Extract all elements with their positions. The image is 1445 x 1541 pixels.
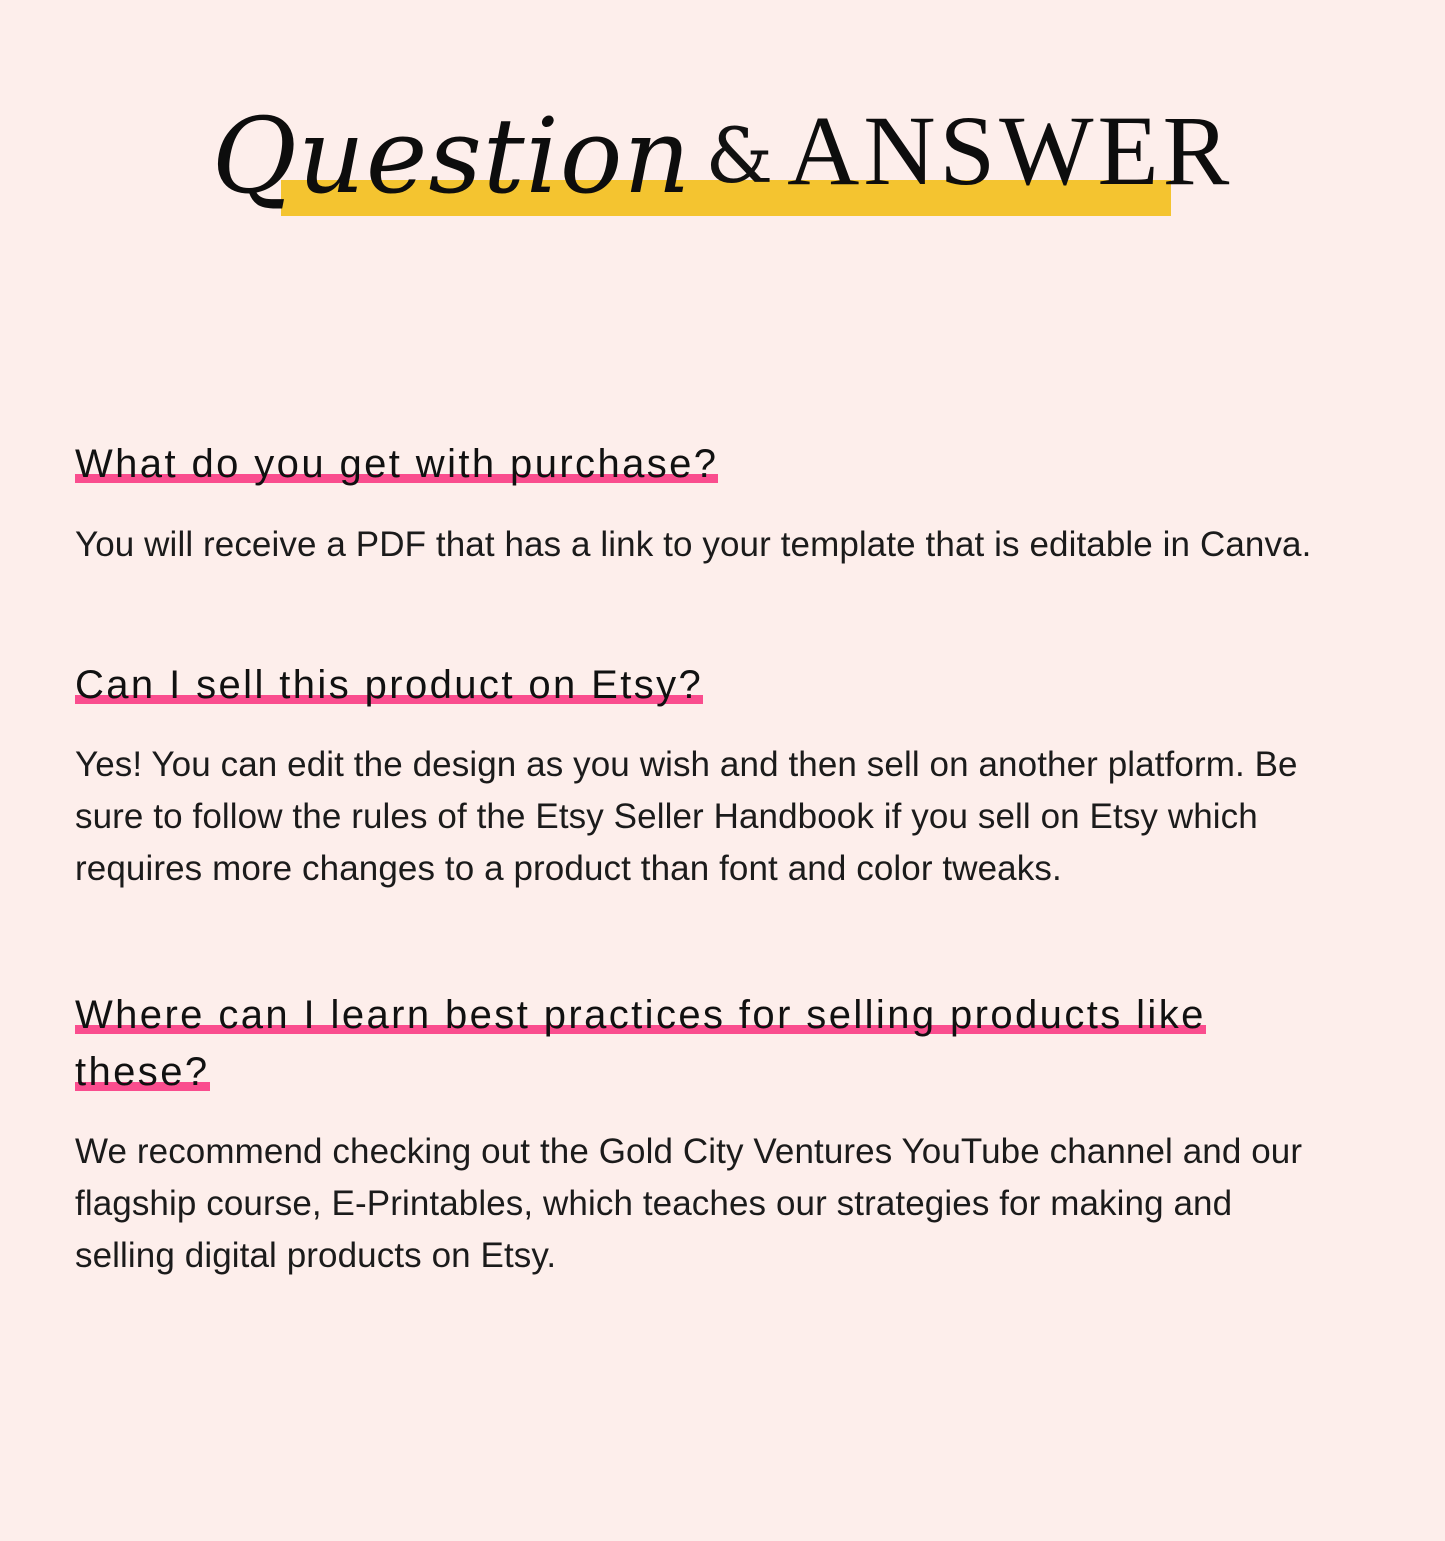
faq-question — [75, 436, 1333, 493]
faq-item — [75, 657, 1333, 895]
section-spacer — [75, 615, 1333, 657]
section-spacer — [75, 939, 1333, 987]
faq-list — [75, 436, 1333, 1326]
title-ampersand: & — [705, 111, 774, 200]
title-text — [211, 95, 1234, 217]
faq-item — [75, 436, 1333, 571]
page-title — [0, 96, 1445, 256]
faq-page — [0, 96, 1445, 1541]
faq-question — [75, 987, 1333, 1101]
faq-question-text: Can I sell this product on Etsy? — [75, 662, 704, 707]
title-script-word: Question — [211, 95, 692, 217]
faq-answer: We recommend checking out the Gold City Ventures YouTube channel and our flagship course, E-Printables, which teaches our strategies for making and selling digital products on Etsy. — [75, 1132, 1303, 1275]
faq-question-text: What do you get with purchase? — [75, 442, 719, 486]
title-caps-word: ANSWER — [787, 95, 1234, 206]
faq-question-text: Where can I learn best practices for selling products like these? — [75, 992, 1206, 1094]
faq-answer: Yes! You can edit the design as you wish and then sell on another platform. Be sure to follow the rules of the Etsy Seller Handbook if you sell on Etsy which requires more changes to a product than font and color tweaks. — [75, 745, 1298, 888]
faq-item — [75, 987, 1333, 1282]
faq-answer: You will receive a PDF that has a link to your template that is editable in Canva. — [75, 524, 1312, 564]
faq-question — [75, 657, 1333, 714]
